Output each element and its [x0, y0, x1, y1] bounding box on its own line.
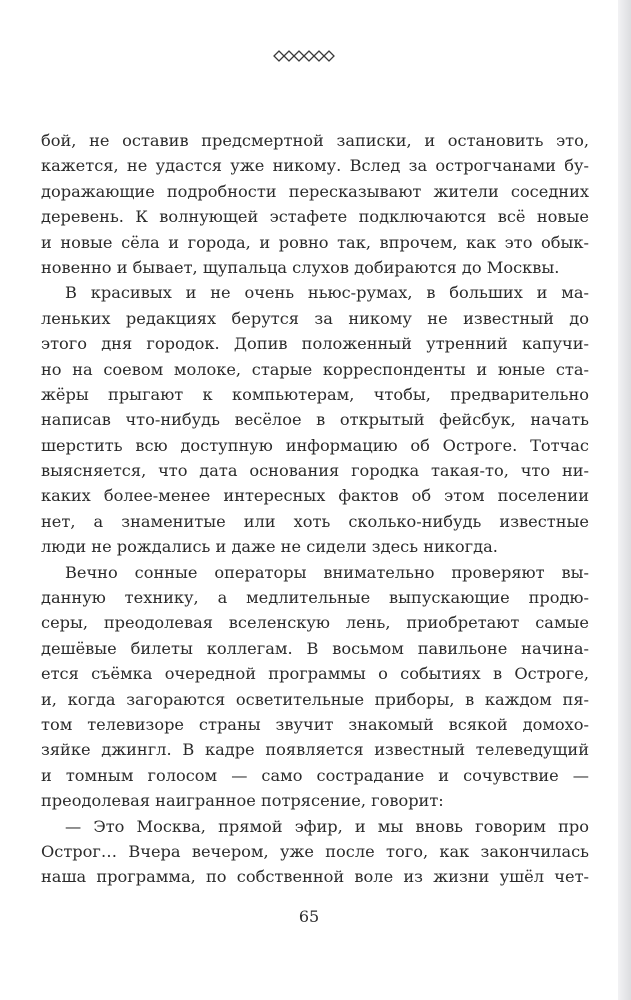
text-line: наша программа, по собственной воле из жизни ушёл чет- — [41, 867, 589, 887]
text-line: доражающие подробности пересказывают жители соседних — [41, 181, 589, 201]
text-line: леньких редакциях берутся за никому не известный до — [41, 308, 589, 328]
text-line: и томным голосом — само сострадание и сочувствие — — [41, 765, 589, 785]
diamond-chain-ornament-icon — [273, 49, 335, 63]
page-number: 65 — [298, 907, 320, 926]
page-edge — [618, 0, 631, 1000]
text-line: деревень. К волнующей эстафете подключаются всё новые — [41, 207, 589, 227]
paragraph-1 — [41, 128, 589, 280]
text-line: но на соевом молоке, старые корреспонденты и юные ста- — [41, 359, 589, 379]
paragraph-4 — [41, 814, 589, 890]
text-line: бой, не оставив предсмертной записки, и остановить это, — [41, 131, 589, 150]
text-line: новенно и бывает, щупальца слухов добираются до Москвы. — [41, 257, 560, 277]
text-line: зяйке джингл. В кадре появляется известный телеведущий — [41, 740, 589, 760]
text-line: люди не рождались и даже не сидели здесь никогда. — [41, 537, 498, 557]
text-line: дешёвые билеты коллегам. В восьмом павильоне начина- — [41, 638, 589, 658]
text-line: серы, преодолевая вселенскую лень, приобретают самые — [41, 613, 589, 633]
text-line: каких более-менее интересных фактов об этом поселении — [41, 486, 589, 506]
text-line: — Это Москва, прямой эфир, и мы вновь говорим про — [65, 816, 589, 836]
text-line: написав что-нибудь весёлое в открытый фейсбук, начать — [41, 410, 589, 430]
text-line: ется съёмка очередной программы о событиях в Остроге, — [41, 664, 589, 684]
text-line: этого дня городок. Допив положенный утренний капучи- — [41, 334, 589, 354]
text-line: выясняется, что дата основания городка такая-то, что ни- — [41, 461, 589, 481]
text-line: Вечно сонные операторы внимательно проверяют вы- — [65, 562, 589, 582]
text-line: кажется, не удастся уже никому. Вслед за острогчанами бу- — [41, 156, 589, 176]
text-line: нет, а знаменитые или хоть сколько-нибудь известные — [41, 511, 589, 531]
text-line: жёры прыгают к компьютерам, чтобы, предварительно — [41, 384, 589, 404]
text-line: том телевизоре страны звучит знакомый всякой домохо- — [41, 714, 589, 734]
text-line: Острог… Вчера вечером, уже после того, как закончилась — [41, 841, 589, 861]
text-line: шерстить всю доступную информацию об Остроге. Тотчас — [41, 435, 589, 455]
text-line: данную технику, а медлительные выпускающие продю- — [41, 588, 589, 608]
text-line: и, когда загораются осветительные приборы, в каждом пя- — [41, 689, 589, 709]
paragraph-3 — [41, 560, 589, 814]
text-line: и новые сёла и города, и ровно так, впрочем, как это обык- — [41, 232, 589, 252]
text-line: преодолевая наигранное потрясение, говорит: — [41, 791, 444, 811]
paragraph-2 — [41, 280, 589, 559]
text-line: В красивых и не очень ньюс-румах, в больших и ма- — [65, 283, 589, 303]
body-text — [41, 128, 589, 890]
